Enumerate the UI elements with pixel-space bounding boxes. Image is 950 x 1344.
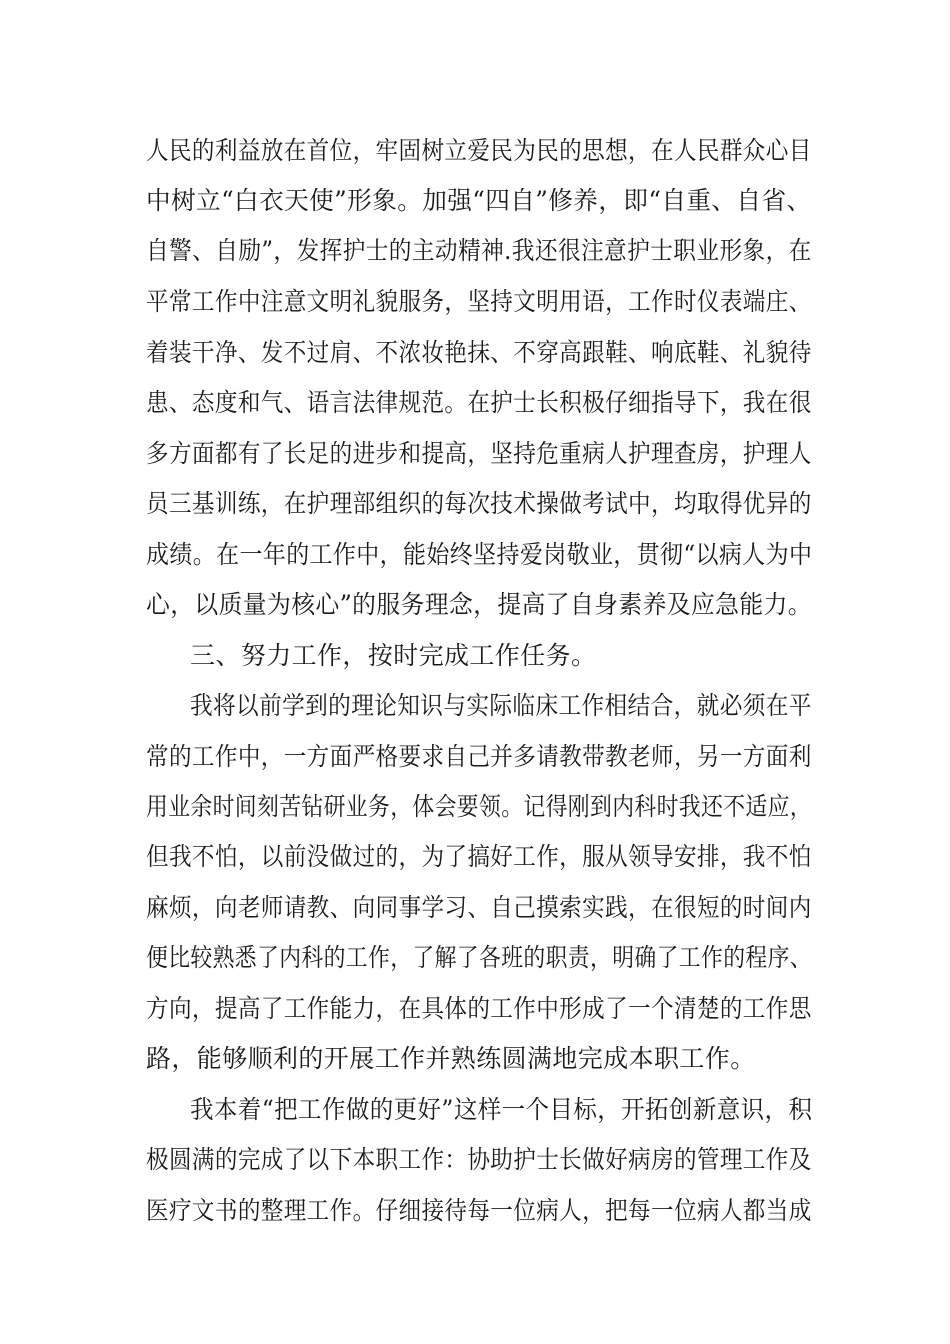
- text-line: 心，以质量为核心”的服务理念，提高了自身素养及应急能力。: [146, 590, 812, 619]
- text-line: 自警、自励”，发挥护士的主动精神.我还很注意护士职业形象，在: [146, 236, 812, 265]
- text-line: 麻烦，向老师请教、向同事学习、自己摸索实践，在很短的时间内: [146, 893, 812, 922]
- text-line: 成绩。在一年的工作中，能始终坚持爱岗敬业，贯彻“以病人为中: [146, 540, 813, 569]
- text-line: 极圆满的完成了以下本职工作：协助护士长做好病房的管理工作及: [146, 1145, 812, 1174]
- text-line: 方向，提高了工作能力，在具体的工作中形成了一个清楚的工作思: [146, 994, 812, 1023]
- text-line: 多方面都有了长足的进步和提高，坚持危重病人护理查房，护理人: [146, 439, 812, 468]
- text-line: 我本着“把工作做的更好”这样一个目标，开拓创新意识，积: [190, 1095, 813, 1124]
- text-line: 但我不怕，以前没做过的，为了搞好工作，服从领导安排，我不怕: [146, 842, 812, 871]
- text-line: 患、态度和气、语言法律规范。在护士长积极仔细指导下，我在很: [146, 388, 812, 417]
- text-line: 我将以前学到的理论知识与实际临床工作相结合，就必须在平: [190, 691, 812, 720]
- text-line: 中树立“白衣天使”形象。加强“四自”修养，即“自重、自省、: [146, 186, 812, 215]
- text-line: 常的工作中，一方面严格要求自己并多请教带教老师，另一方面利: [146, 742, 812, 771]
- text-line: 用业余时间刻苦钻研业务，体会要领。记得刚到内科时我还不适应，: [146, 792, 813, 821]
- text-line: 平常工作中注意文明礼貌服务，坚持文明用语，工作时仪表端庄、: [146, 287, 812, 316]
- text-line: 路，能够顺利的开展工作并熟练圆满地完成本职工作。: [146, 1044, 756, 1073]
- section-heading: 三、努力工作，按时完成工作任务。: [190, 641, 597, 670]
- text-line: 便比较熟悉了内科的工作，了解了各班的职责，明确了工作的程序、: [146, 943, 813, 972]
- text-line: 人民的利益放在首位，牢固树立爱民为民的思想，在人民群众心目: [146, 136, 812, 165]
- text-line: 医疗文书的整理工作。仔细接待每一位病人，把每一位病人都当成: [146, 1196, 812, 1225]
- text-line: 员三基训练，在护理部组织的每次技术操做考试中，均取得优异的: [146, 489, 812, 518]
- text-line: 着装干净、发不过肩、不浓妆艳抹、不穿高跟鞋、响底鞋、礼貌待: [146, 338, 812, 367]
